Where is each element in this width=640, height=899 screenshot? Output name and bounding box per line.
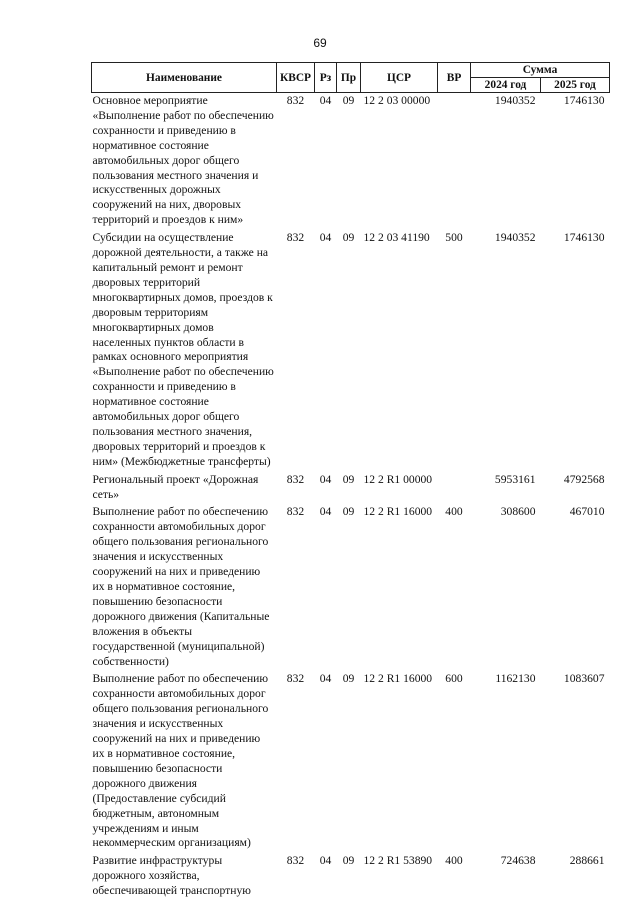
cell-csr: 12 2 R1 16000 (363, 672, 433, 686)
cell-kvsr: 832 (286, 94, 305, 107)
cell-pr: 09 (342, 672, 355, 686)
cell-pr: 09 (342, 94, 355, 107)
cell-sum-2024: 1162130 (495, 672, 536, 686)
cell-sum-2024: 1940352 (494, 94, 536, 107)
cell-rz: 04 (319, 231, 332, 245)
header-rz: Рз (315, 63, 337, 93)
cell-pr: 09 (342, 231, 355, 245)
header-sum: Сумма (471, 63, 610, 78)
cell-sum-2024: 308600 (500, 505, 536, 519)
cell-sum-2024: 1940352 (494, 231, 536, 245)
cell-rz: 04 (319, 854, 332, 868)
table-body (92, 93, 610, 899)
cell-rz: 04 (319, 672, 332, 686)
cell-csr: 12 2 R1 00000 (363, 472, 433, 486)
header-year-2024: 2024 год (471, 78, 541, 93)
table-row (92, 93, 610, 229)
cell-csr: 12 2 R1 53890 (363, 854, 433, 868)
cell-vr: 400 (445, 505, 463, 519)
table-header (92, 63, 610, 93)
table-row (92, 473, 610, 503)
cell-name: Региональный проект «Дорожная сеть» (92, 472, 259, 501)
cell-name: Развитие инфраструктуры дорожного хозяйства, обеспечивающей транспортную (92, 854, 251, 898)
cell-rz: 04 (319, 505, 332, 519)
cell-csr: 12 2 R1 16000 (363, 505, 433, 519)
header-vr: ВР (438, 63, 471, 93)
table-row (92, 231, 610, 470)
header-year-2025: 2025 год (541, 78, 610, 93)
cell-vr (438, 93, 471, 229)
cell-name: Выполнение работ по обеспечению сохранности автомобильных дорог общего пользования регионального значения и искусственных сооружений на них и приведению их в нормативное состояние, повышению безопасности дорожного движения (Предоставление субсидий бюджетным, автономным учреждениям и иным некоммерческим организациям) (92, 672, 269, 850)
cell-vr: 400 (445, 854, 463, 868)
table-row (92, 854, 610, 899)
cell-kvsr: 832 (286, 472, 305, 486)
cell-sum-2024: 5953161 (494, 472, 536, 486)
cell-vr (438, 473, 471, 503)
cell-sum-2025: 1083607 (563, 672, 605, 686)
cell-rz: 04 (319, 94, 332, 107)
cell-sum-2024: 724638 (500, 854, 536, 868)
cell-sum-2025: 1746130 (563, 94, 605, 107)
header-name: Наименование (92, 63, 277, 93)
cell-kvsr: 832 (286, 505, 305, 519)
cell-csr: 12 2 03 00000 (363, 94, 431, 107)
cell-name: Субсидии на осуществление дорожной деятельности, а также на капитальный ремонт и ремонт дворовых территорий многоквартирных домов, проездов к дворовым территориям многоквартирных домов населенных пунктов области в рамках основного мероприятия «Выполнение работ по обеспечению сохранности и приведению в нормативное состояние автомобильных дорог общего пользования местного значения, дворовых территорий и проездов к ним» (Межбюджетные трансферты) (92, 231, 274, 468)
table-row (92, 505, 610, 669)
header-pr: Пр (337, 63, 361, 93)
cell-name: Основное мероприятие «Выполнение работ по обеспечению сохранности и приведению в нормативное состояние автомобильных дорог общего пользования местного значения и искусственных дорожных сооружений на них, дворовых территорий и проездов к ним» (92, 94, 274, 227)
cell-rz: 04 (319, 472, 332, 486)
cell-kvsr: 832 (286, 854, 305, 868)
cell-sum-2025: 288661 (569, 854, 605, 868)
header-kvsr: КВСР (277, 63, 315, 93)
cell-sum-2025: 1746130 (563, 231, 605, 245)
cell-sum-2025: 467010 (569, 505, 605, 519)
cell-kvsr: 832 (286, 231, 305, 245)
header-csr: ЦСР (361, 63, 438, 93)
page-number: 69 (313, 36, 327, 50)
cell-name: Выполнение работ по обеспечению сохранности автомобильных дорог общего пользования регионального значения и искусственных сооружений на них и приведению их в нормативное состояние, повышению безопасности дорожного движения (Капитальные вложения в объекты государственной (муниципальной) собственности) (92, 505, 270, 668)
cell-sum-2025: 4792568 (563, 472, 605, 486)
cell-vr: 500 (445, 231, 463, 245)
cell-vr: 600 (445, 672, 463, 686)
cell-pr: 09 (342, 472, 355, 486)
cell-pr: 09 (342, 854, 355, 868)
table-row (92, 672, 610, 851)
cell-kvsr: 832 (286, 672, 305, 686)
cell-pr: 09 (342, 505, 355, 519)
cell-csr: 12 2 03 41190 (363, 231, 430, 245)
budget-table (91, 62, 610, 899)
